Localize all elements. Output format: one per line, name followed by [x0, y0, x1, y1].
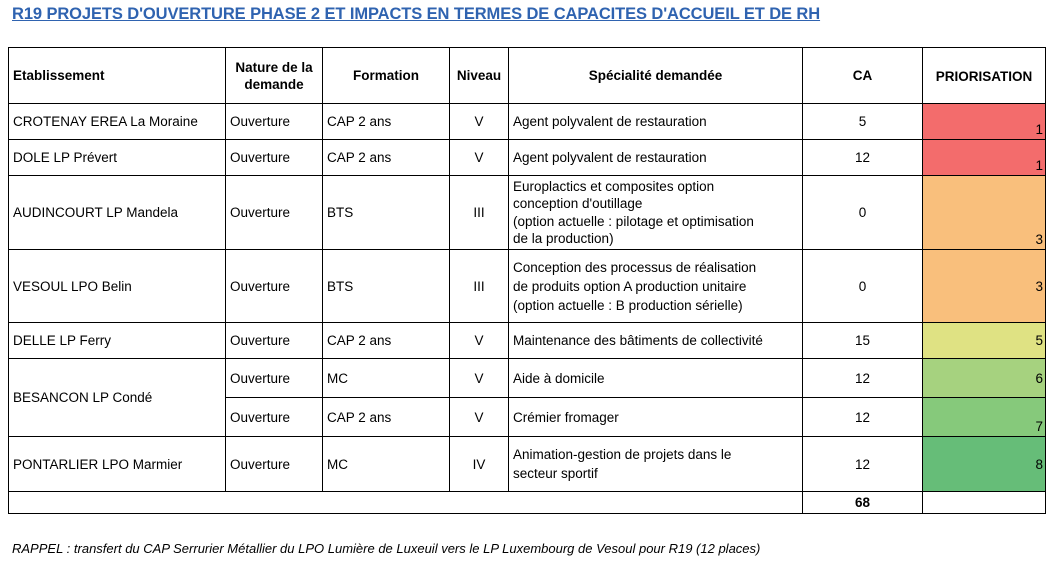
spec-line: Maintenance des bâtiments de collectivité: [513, 333, 763, 348]
cell-specialite: [509, 437, 803, 492]
cell-priorisation: 1: [923, 140, 1046, 176]
cell-niveau: III: [450, 250, 509, 323]
table-row: [9, 359, 1046, 398]
header-nature-line2: demande: [244, 76, 304, 92]
cell-nature: Ouverture: [226, 323, 323, 359]
cell-ca: 12: [803, 140, 923, 176]
projects-table: [8, 47, 1046, 514]
total-spacer-right: [923, 492, 1046, 514]
table-row: [9, 323, 1046, 359]
cell-etablissement: PONTARLIER LPO Marmier: [9, 437, 226, 492]
cell-priorisation: 6: [923, 359, 1046, 398]
spec-line: conception d'outillage: [513, 196, 643, 211]
cell-priorisation: 5: [923, 323, 1046, 359]
cell-niveau: III: [450, 176, 509, 250]
cell-specialite: [509, 104, 803, 140]
spec-line: de produits option A production unitaire: [513, 278, 747, 294]
spec-line: Agent polyvalent de restauration: [513, 114, 707, 129]
spec-line: Crémier fromager: [513, 409, 619, 425]
header-niveau: Niveau: [450, 48, 509, 104]
cell-priorisation: 1: [923, 104, 1046, 140]
cell-ca: 12: [803, 359, 923, 398]
cell-formation: CAP 2 ans: [323, 140, 450, 176]
cell-specialite: [509, 398, 803, 437]
cell-niveau: V: [450, 104, 509, 140]
table-row: [9, 250, 1046, 323]
spec-line: secteur sportif: [513, 466, 598, 481]
cell-formation: CAP 2 ans: [323, 398, 450, 437]
cell-specialite: [509, 250, 803, 323]
cell-priorisation: 3: [923, 176, 1046, 250]
spec-line: (option actuelle : B production sérielle): [513, 297, 743, 313]
cell-nature: Ouverture: [226, 437, 323, 492]
cell-formation: BTS: [323, 250, 450, 323]
spec-line: Aide à domicile: [513, 370, 605, 386]
cell-nature: Ouverture: [226, 140, 323, 176]
cell-priorisation: 7: [923, 398, 1046, 437]
cell-ca: 15: [803, 323, 923, 359]
cell-formation: BTS: [323, 176, 450, 250]
cell-nature: Ouverture: [226, 359, 323, 398]
cell-nature: Ouverture: [226, 398, 323, 437]
cell-niveau: IV: [450, 437, 509, 492]
cell-specialite: [509, 359, 803, 398]
cell-niveau: V: [450, 398, 509, 437]
header-nature: [226, 48, 323, 104]
total-ca: 68: [803, 492, 923, 514]
spec-line: Animation-gestion de projets dans le: [513, 447, 732, 462]
cell-specialite: [509, 176, 803, 250]
cell-ca: 12: [803, 398, 923, 437]
spec-line: de la production): [513, 231, 614, 246]
header-nature-line1: Nature de la: [235, 59, 313, 75]
cell-formation: CAP 2 ans: [323, 104, 450, 140]
cell-etablissement: AUDINCOURT LP Mandela: [9, 176, 226, 250]
header-specialite: Spécialité demandée: [509, 48, 803, 104]
page-title: R19 PROJETS D'OUVERTURE PHASE 2 ET IMPACTS EN TERMES DE CAPACITES D'ACCUEIL ET DE RH: [12, 5, 821, 23]
cell-ca: 0: [803, 250, 923, 323]
cell-formation: MC: [323, 437, 450, 492]
header-etablissement: Etablissement: [9, 48, 226, 104]
header-row: [9, 48, 1046, 104]
total-row: [9, 492, 1046, 514]
cell-formation: CAP 2 ans: [323, 323, 450, 359]
total-spacer: [9, 492, 803, 514]
spec-line: Agent polyvalent de restauration: [513, 150, 707, 165]
table-row: [9, 437, 1046, 492]
cell-specialite: [509, 140, 803, 176]
header-formation: Formation: [323, 48, 450, 104]
cell-nature: Ouverture: [226, 176, 323, 250]
cell-ca: 12: [803, 437, 923, 492]
table-row: [9, 140, 1046, 176]
cell-etablissement: CROTENAY EREA La Moraine: [9, 104, 226, 140]
cell-etablissement: DOLE LP Prévert: [9, 140, 226, 176]
spec-line: Europlactics et composites option: [513, 178, 715, 194]
cell-formation: MC: [323, 359, 450, 398]
cell-specialite: [509, 323, 803, 359]
cell-nature: Ouverture: [226, 250, 323, 323]
cell-etablissement: DELLE LP Ferry: [9, 323, 226, 359]
reminder-note: RAPPEL : transfert du CAP Serrurier Métallier du LPO Lumière de Luxeuil vers le LP Luxembourg de Vesoul pour R19 (12 places): [12, 541, 761, 556]
table-row: [9, 176, 1046, 250]
cell-etablissement: VESOUL LPO Belin: [9, 250, 226, 323]
header-ca: CA: [803, 48, 923, 104]
cell-priorisation: 8: [923, 437, 1046, 492]
spec-line: Conception des processus de réalisation: [513, 259, 757, 275]
cell-etablissement: BESANCON LP Condé: [9, 359, 226, 437]
cell-nature: Ouverture: [226, 104, 323, 140]
cell-niveau: V: [450, 323, 509, 359]
spec-line: (option actuelle : pilotage et optimisation: [513, 213, 754, 229]
cell-niveau: V: [450, 140, 509, 176]
cell-niveau: V: [450, 359, 509, 398]
header-priorisation: PRIORISATION: [923, 48, 1046, 104]
table-row: [9, 104, 1046, 140]
cell-ca: 5: [803, 104, 923, 140]
cell-priorisation: 3: [923, 250, 1046, 323]
cell-ca: 0: [803, 176, 923, 250]
